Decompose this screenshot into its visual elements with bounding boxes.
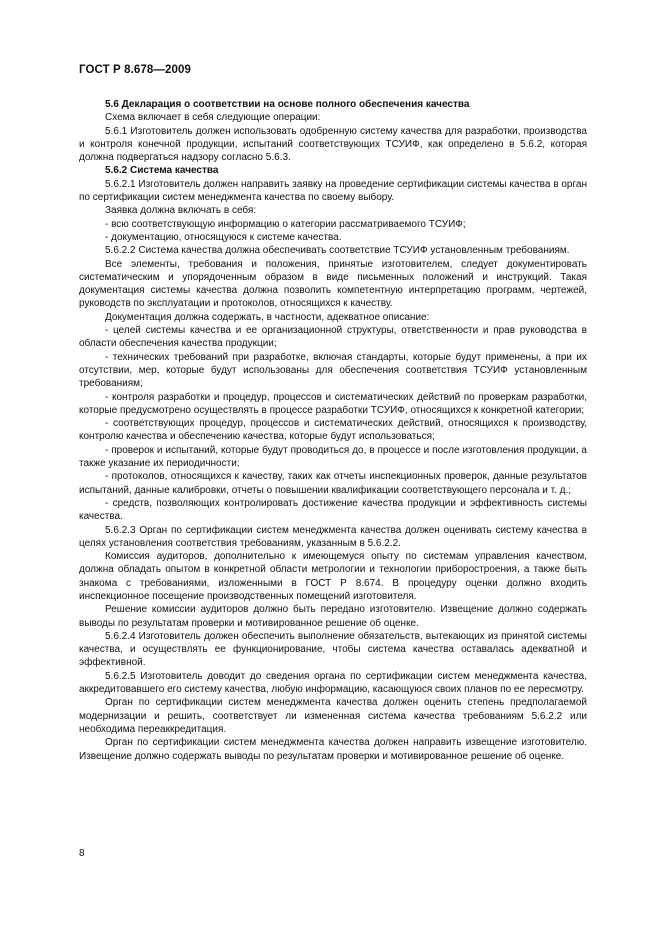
paragraph: 5.6.2.2 Система качества должна обеспечивать соответствие ТСУИФ установленным требованиям. bbox=[105, 245, 570, 257]
document-body bbox=[79, 98, 587, 763]
paragraph: Документация должна содержать, в частности, адекватное описание: bbox=[105, 311, 430, 323]
paragraph: - средств, позволяющих контролировать достижение качества продукции и эффективность системы качества. bbox=[79, 497, 587, 523]
paragraph: - проверок и испытаний, которые будут проводиться до, в процессе и после изготовления продукции, а также указание их периодичности; bbox=[79, 444, 587, 470]
paragraph: - технических требований при разработке, включая стандарты, которые будут применены, а при их отсутствии, мер, которые будут использованы для обеспечения соответствия ТСУИФ установленным требованиям; bbox=[79, 351, 587, 390]
paragraph: Схема включает в себя следующие операции: bbox=[105, 112, 321, 124]
paragraph: Решение комиссии аудиторов должно быть передано изготовителю. Извещение должно содержать выводы по результатам проверки и мотивированное решение об оценке. bbox=[79, 604, 587, 629]
paragraph: - документацию, относящуюся к системе качества. bbox=[105, 231, 342, 243]
document-header: ГОСТ Р 8.678—2009 bbox=[79, 64, 191, 76]
paragraph: Комиссия аудиторов, дополнительно к имеющемуся опыту по системам управления качеством, должна обладать опытом в конкретной области метрологии и технологии приборостроения, а также быть знакома с требованиями, изложенными в ГОСТ Р 8.674. В процедуру оценки должно входить инспекционное посещение производственных помещений изготовителя. bbox=[79, 551, 587, 602]
section-heading: 5.6.2 Система качества bbox=[105, 165, 219, 177]
paragraph: Орган по сертификации систем менеджмента качества должен оценить степень предполагаемой модернизации и решить, соответствует ли измененная система качества требованиям 5.6.2.2 или необходима переаккредитация. bbox=[79, 697, 587, 735]
paragraph: - контроля разработки и процедур, процессов и систематических действий по проверкам разработки, которые предусмотрено осуществлять в процессе разработки ТСУИФ, относящихся к конкретной категории; bbox=[79, 391, 587, 416]
section-heading: 5.6 Декларация о соответствии на основе полного обеспечения качества bbox=[105, 99, 470, 110]
paragraph: Все элементы, требования и положения, принятые изготовителем, следует документировать систематическим и упорядоченным образом в виде письменных положений и инструкций. Такая документация системы качества должна позволить компетентную интерпретацию программ, чертежей, руководств по эксплуатации и протоколов, относящихся к качеству. bbox=[79, 258, 587, 310]
paragraph: 5.6.2.1 Изготовитель должен направить заявку на проведение сертификации системы качества в орган по сертификации систем менеджмента качества по своему выбору. bbox=[79, 178, 587, 204]
paragraph: 5.6.2.4 Изготовитель должен обеспечить выполнение обязательств, вытекающих из принятой системы качества, и осуществлять ее функционирование, чтобы система качества оставалась адекватной и эффективной. bbox=[79, 630, 587, 669]
paragraph: 5.6.2.3 Орган по сертификации систем менеджмента качества должен оценивать систему качества в целях установления соответствия требованиям, указанным в 5.6.2.2. bbox=[79, 524, 587, 549]
paragraph: 5.6.2.5 Изготовитель доводит до сведения органа по сертификации систем менеджмента качества, аккредитовавшего его систему качества, любую информацию, касающуюся своих планов по ее пересмотру. bbox=[79, 670, 587, 696]
paragraph: - протоколов, относящихся к качеству, таких как отчеты инспекционных проверок, данные результатов испытаний, данные калибровки, отчеты о повышении квалификации соответствующего персонала и т. д.; bbox=[79, 471, 587, 496]
page-number: 8 bbox=[79, 848, 85, 859]
paragraph: Орган по сертификации систем менеджмента качества должен направить извещение изготовителю. Извещение должно содержать выводы по результатам проверки и мотивированное решение об оценке. bbox=[79, 737, 587, 762]
paragraph: - всю соответствующую информацию о категории рассматриваемого ТСУИФ; bbox=[105, 218, 466, 230]
paragraph: - целей системы качества и ее организационной структуры, ответственности и прав руководства в области обеспечения качества продукции; bbox=[79, 325, 587, 350]
paragraph: 5.6.1 Изготовитель должен использовать одобренную систему качества для разработки, производства и контроля конечной продукции, испытаний соответствующих ТСУИФ, как определено в 5.6.2, которая должна подвергаться надзору согласно 5.6.3. bbox=[79, 125, 587, 164]
paragraph: Заявка должна включать в себя: bbox=[105, 205, 257, 217]
paragraph: - соответствующих процедур, процессов и систематических действий, относящихся к производству, контролю качества и обеспечению качества, которые будут использоваться; bbox=[79, 418, 587, 443]
